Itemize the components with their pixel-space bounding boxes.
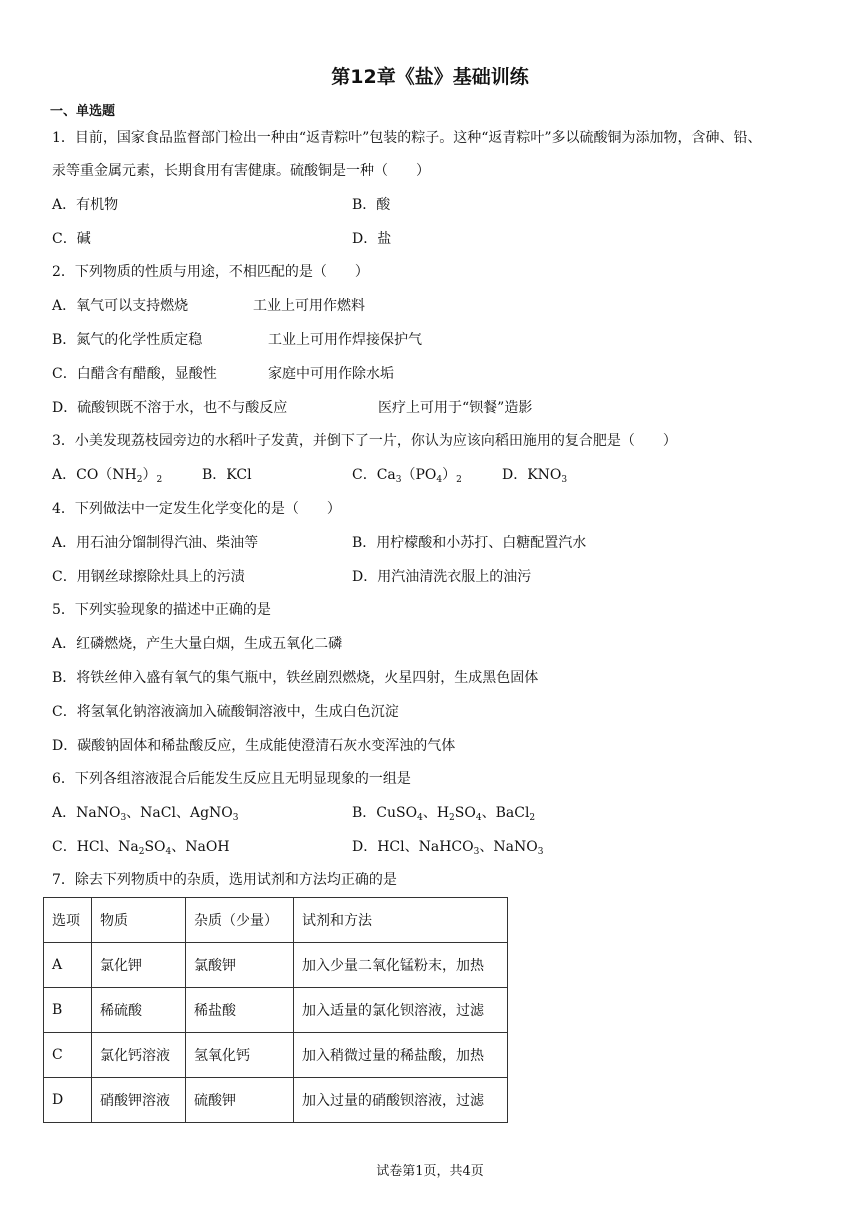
table-header-cell: 物质 [92,898,186,943]
table-cell: 加入稍微过量的稀盐酸，加热 [294,1033,508,1078]
table-cell: 氯酸钾 [186,943,294,988]
table-header-cell: 杂质（少量） [186,898,294,943]
table-header-cell: 试剂和方法 [294,898,508,943]
q2-option-a-property: A．氧气可以支持燃烧 [52,298,189,314]
q3-stem: 3．小美发现荔枝园旁边的水稻叶子发黄，并倒下了一片，你认为应该向稻田施用的复合肥是（ ） [52,433,677,449]
q4-option-b: B．用柠檬酸和小苏打、白糖配置汽水 [352,535,587,551]
q7-stem: 7．除去下列物质中的杂质，选用试剂和方法均正确的是 [52,872,397,888]
table-cell: 硝酸钾溶液 [92,1078,186,1123]
q4-stem: 4．下列做法中一定发生化学变化的是（ ） [52,501,341,517]
q7-table [43,897,508,1123]
table-cell: A [44,943,92,988]
table-cell: 加入适量的氯化钡溶液，过滤 [294,988,508,1033]
table-cell: 氯化钙溶液 [92,1033,186,1078]
page-title: 第12章《盐》基础训练 [331,66,529,88]
table-row [44,988,508,1033]
q6-option-c: C．HCl、$Na_2SO_4$、NaOH [52,839,230,857]
q1-option-c: C．碱 [52,231,91,247]
table-row [44,943,508,988]
q5-option-d: D．碳酸钠固体和稀盐酸反应，生成能使澄清石灰水变浑浊的气体 [52,738,456,754]
q1-stem-line2: 汞等重金属元素，长期食用有害健康。硫酸铜是一种（ ） [52,163,430,179]
q2-option-b-use: 工业上可用作焊接保护气 [268,332,422,348]
q3-option-c: C．$Ca_3(PO_4)_2$ [352,467,462,485]
q3-option-a: A．$CO(NH_2)_2$ [52,467,163,485]
table-cell: 加入过量的硝酸钡溶液，过滤 [294,1078,508,1123]
table-row [44,1078,508,1123]
q2-option-d-use: 医疗上可用于“钡餐”造影 [378,400,533,416]
q4-option-a: A．用石油分馏制得汽油、柴油等 [52,535,259,551]
q2-option-a-use: 工业上可用作燃料 [253,298,365,314]
q6-option-d: D．HCl、NaHCO$_3$、NaNO$_3$ [352,839,544,857]
table-cell: 稀硫酸 [92,988,186,1033]
table-cell: 稀盐酸 [186,988,294,1033]
table-header-row [44,898,508,943]
table-cell: C [44,1033,92,1078]
q3-option-d: D．$KNO_3$ [502,467,568,485]
q6-option-b: B．CuSO$_4$、$H_2SO_4$、BaCl$_2$ [352,805,536,823]
q5-option-a: A．红磷燃烧，产生大量白烟，生成五氧化二磷 [52,636,343,652]
table-cell: D [44,1078,92,1123]
table-row [44,1033,508,1078]
q6-option-a: A．NaNO$_3$、NaCl、AgNO$_3$ [52,805,239,823]
q6-stem: 6．下列各组溶液混合后能发生反应且无明显现象的一组是 [52,771,411,787]
q5-option-c: C．将氢氧化钠溶液滴加入硫酸铜溶液中，生成白色沉淀 [52,704,399,720]
q1-option-a: A．有机物 [52,197,119,213]
q2-option-b-property: B．氮气的化学性质定稳 [52,332,203,348]
q2-option-d-property: D．硫酸钡既不溶于水，也不与酸反应 [52,400,288,416]
q4-option-c: C．用钢丝球擦除灶具上的污渍 [52,569,245,585]
table-cell: 硫酸钾 [186,1078,294,1123]
table-cell: 氢氧化钙 [186,1033,294,1078]
table-cell: B [44,988,92,1033]
table-cell: 氯化钾 [92,943,186,988]
table-header-cell: 选项 [44,898,92,943]
q1-option-d: D．盐 [352,231,392,247]
q2-option-c-use: 家庭中可用作除水垢 [268,366,394,382]
q4-option-d: D．用汽油清洗衣服上的油污 [352,569,532,585]
table-cell: 加入少量二氧化锰粉末，加热 [294,943,508,988]
q2-option-c-property: C．白醋含有醋酸，显酸性 [52,366,217,382]
q3-option-b: B．KCl [202,467,252,483]
q1-stem-line1: 1．目前，国家食品监督部门检出一种由“返青粽叶”包装的粽子。这种“返青粽叶”多以硫酸铜为添加物，含砷、铅、 [52,130,762,146]
q1-option-b: B．酸 [352,197,391,213]
q5-stem: 5．下列实验现象的描述中正确的是 [52,602,271,618]
q2-stem: 2．下列物质的性质与用途，不相匹配的是（ ） [52,264,369,280]
page-footer: 试卷第1页，共4页 [376,1164,484,1179]
q5-option-b: B．将铁丝伸入盛有氧气的集气瓶中，铁丝剧烈燃烧，火星四射，生成黑色固体 [52,670,539,686]
section-heading: 一、单选题 [50,104,116,119]
